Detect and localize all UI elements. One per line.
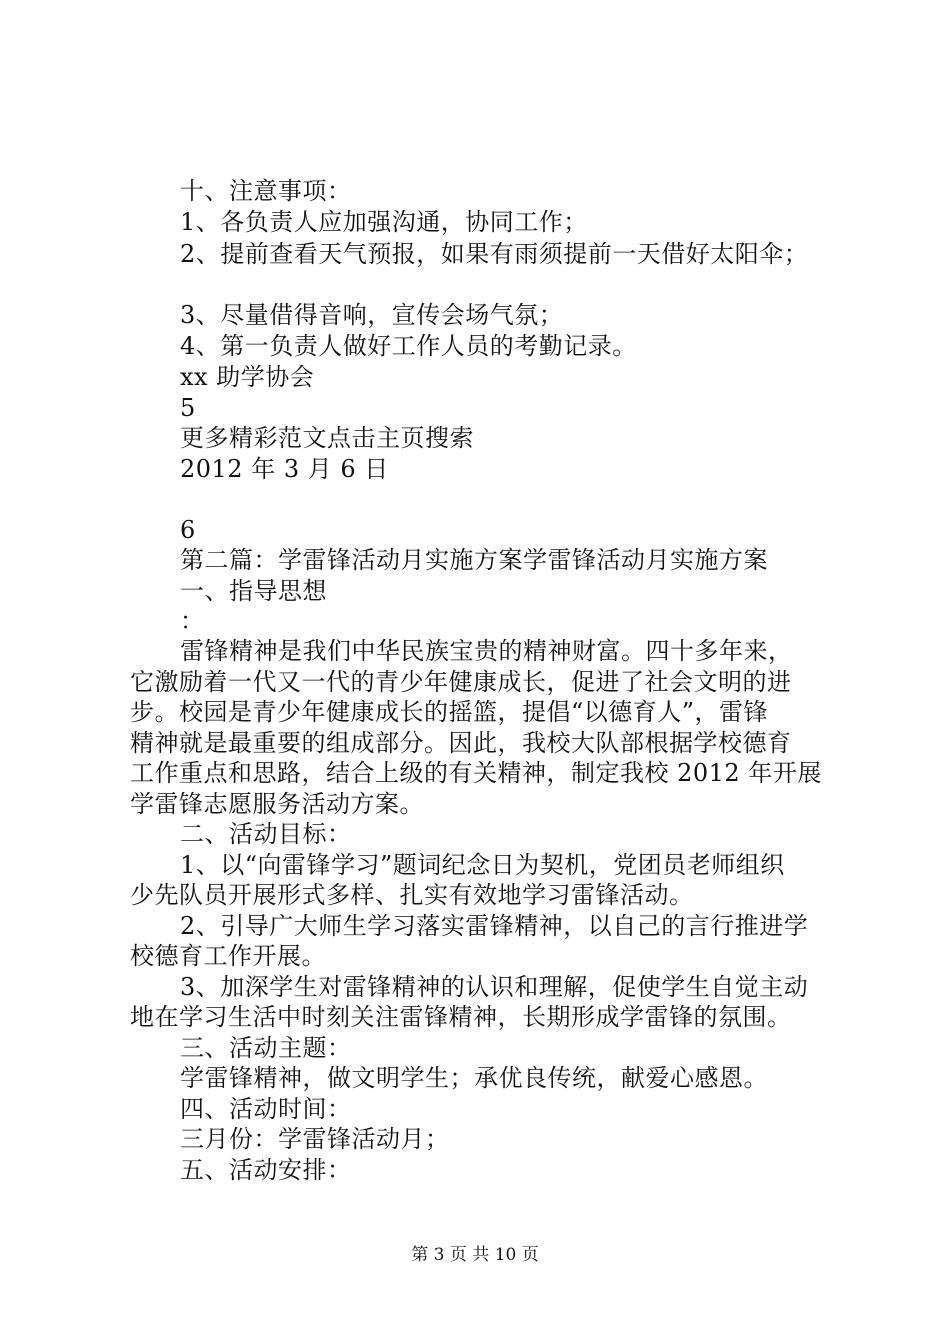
page-number-marker: 6 (180, 516, 196, 544)
section-heading: 二、活动目标： (180, 820, 352, 848)
paragraph-line: 3、加深学生对雷锋精神的认识和理解，促使学生自觉主动 (180, 973, 809, 1001)
promo-text: 更多精彩范文点击主页搜索 (180, 424, 474, 452)
paragraph-line: 步。校园是青少年健康成长的摇篮，提倡“以德育人”，雷锋 (130, 698, 769, 726)
note-item: 3、尽量借得音响，宣传会场气氛； (180, 301, 564, 329)
note-item: 4、第一负责人做好工作人员的考勤记录。 (180, 332, 637, 360)
page-footer: 第 3 页 共 10 页 (411, 1245, 539, 1265)
document-date: 2012 年 3 月 6 日 (180, 455, 389, 483)
paragraph-line: 地在学习生活中时刻关注雷锋精神，长期形成学雷锋的氛围。 (130, 1003, 792, 1031)
paragraph-line: 1、以“向雷锋学习”题词纪念日为契机，党团员老师组织 (180, 851, 785, 879)
section-heading: 四、活动时间： (180, 1095, 352, 1123)
punctuation-line: ： (180, 607, 205, 635)
paragraph-line: 精神就是最重要的组成部分。因此，我校大队部根据学校德育 (130, 729, 792, 757)
note-item: 1、各负责人应加强沟通，协同工作； (180, 208, 588, 236)
paragraph-line: 它激励着一代又一代的青少年健康成长，促进了社会文明的进 (130, 668, 792, 696)
paragraph-line: 雷锋精神是我们中华民族宝贵的精神财富。四十多年来， (180, 637, 793, 665)
section-heading: 一、指导思想 (180, 577, 327, 605)
paragraph-line: 三月份：学雷锋活动月； (180, 1125, 450, 1153)
section-heading-notes: 十、注意事项： (180, 177, 352, 205)
paragraph-line: 工作重点和思路，结合上级的有关精神，制定我校 2012 年开展 (130, 759, 822, 787)
section-heading: 三、活动主题： (180, 1034, 352, 1062)
chapter-title: 第二篇：学雷锋活动月实施方案学雷锋活动月实施方案 (180, 546, 768, 574)
section-heading: 五、活动安排： (180, 1156, 352, 1184)
paragraph-line: 学雷锋精神，做文明学生；承优良传统，献爱心感恩。 (180, 1064, 768, 1092)
note-item: 2、提前查看天气预报，如果有雨须提前一天借好太阳伞； (180, 240, 809, 268)
page-number-marker: 5 (180, 394, 196, 422)
paragraph-line: 校德育工作开展。 (130, 942, 326, 970)
paragraph-line: 少先队员开展形式多样、扎实有效地学习雷锋活动。 (130, 881, 694, 909)
paragraph-line: 2、引导广大师生学习落实雷锋精神，以自己的言行推进学 (180, 912, 809, 940)
organization-name: xx 助学协会 (180, 363, 315, 391)
paragraph-line: 学雷锋志愿服务活动方案。 (130, 790, 424, 818)
